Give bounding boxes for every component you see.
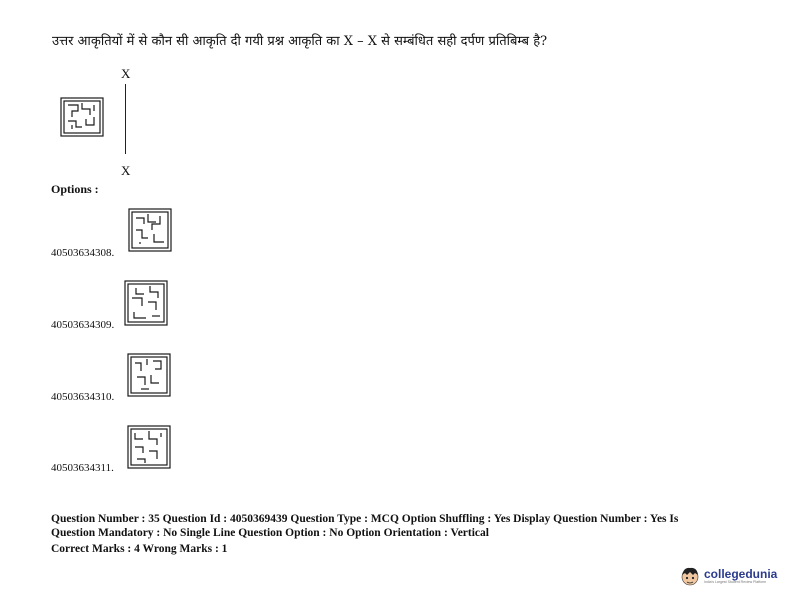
mirror-line <box>125 84 126 154</box>
option-figure-3[interactable] <box>127 353 171 397</box>
option-id-2: 40503634309. <box>51 319 115 331</box>
question-meta-line-2: Question Mandatory : No Single Line Question Option : No Option Orientation : Vertical <box>51 527 489 539</box>
mirror-axis-top-label: X <box>121 66 131 81</box>
question-meta-line-1: Question Number : 35 Question Id : 4050369439 Question Type : MCQ Option Shuffling : Yes Display Question Number : Yes Is <box>51 513 679 525</box>
mascot-icon <box>680 565 700 587</box>
option-figure-1[interactable] <box>128 208 172 252</box>
question-meta-line-3: Correct Marks : 4 Wrong Marks : 1 <box>51 543 228 555</box>
option-id-4: 40503634311. <box>51 462 114 474</box>
option-figure-4[interactable] <box>127 425 171 469</box>
options-label: Options : <box>51 182 99 196</box>
logo-name: collegedunia <box>704 566 778 581</box>
collegedunia-logo <box>680 565 777 587</box>
option-id-1: 40503634308. <box>51 247 115 259</box>
logo-tagline: India's Largest Student Review Platform <box>704 579 767 584</box>
question-figure <box>60 97 104 137</box>
question-text: उत्तर आकृतियों में से कौन सी आकृति दी गयी प्रश्न आकृति का X – X से सम्बंधित सही दर्पण प्रतिबिम्ब है? <box>52 34 548 49</box>
option-id-3: 40503634310. <box>51 391 115 403</box>
mirror-axis-bottom-label: X <box>121 163 131 178</box>
option-figure-2[interactable] <box>124 280 168 326</box>
